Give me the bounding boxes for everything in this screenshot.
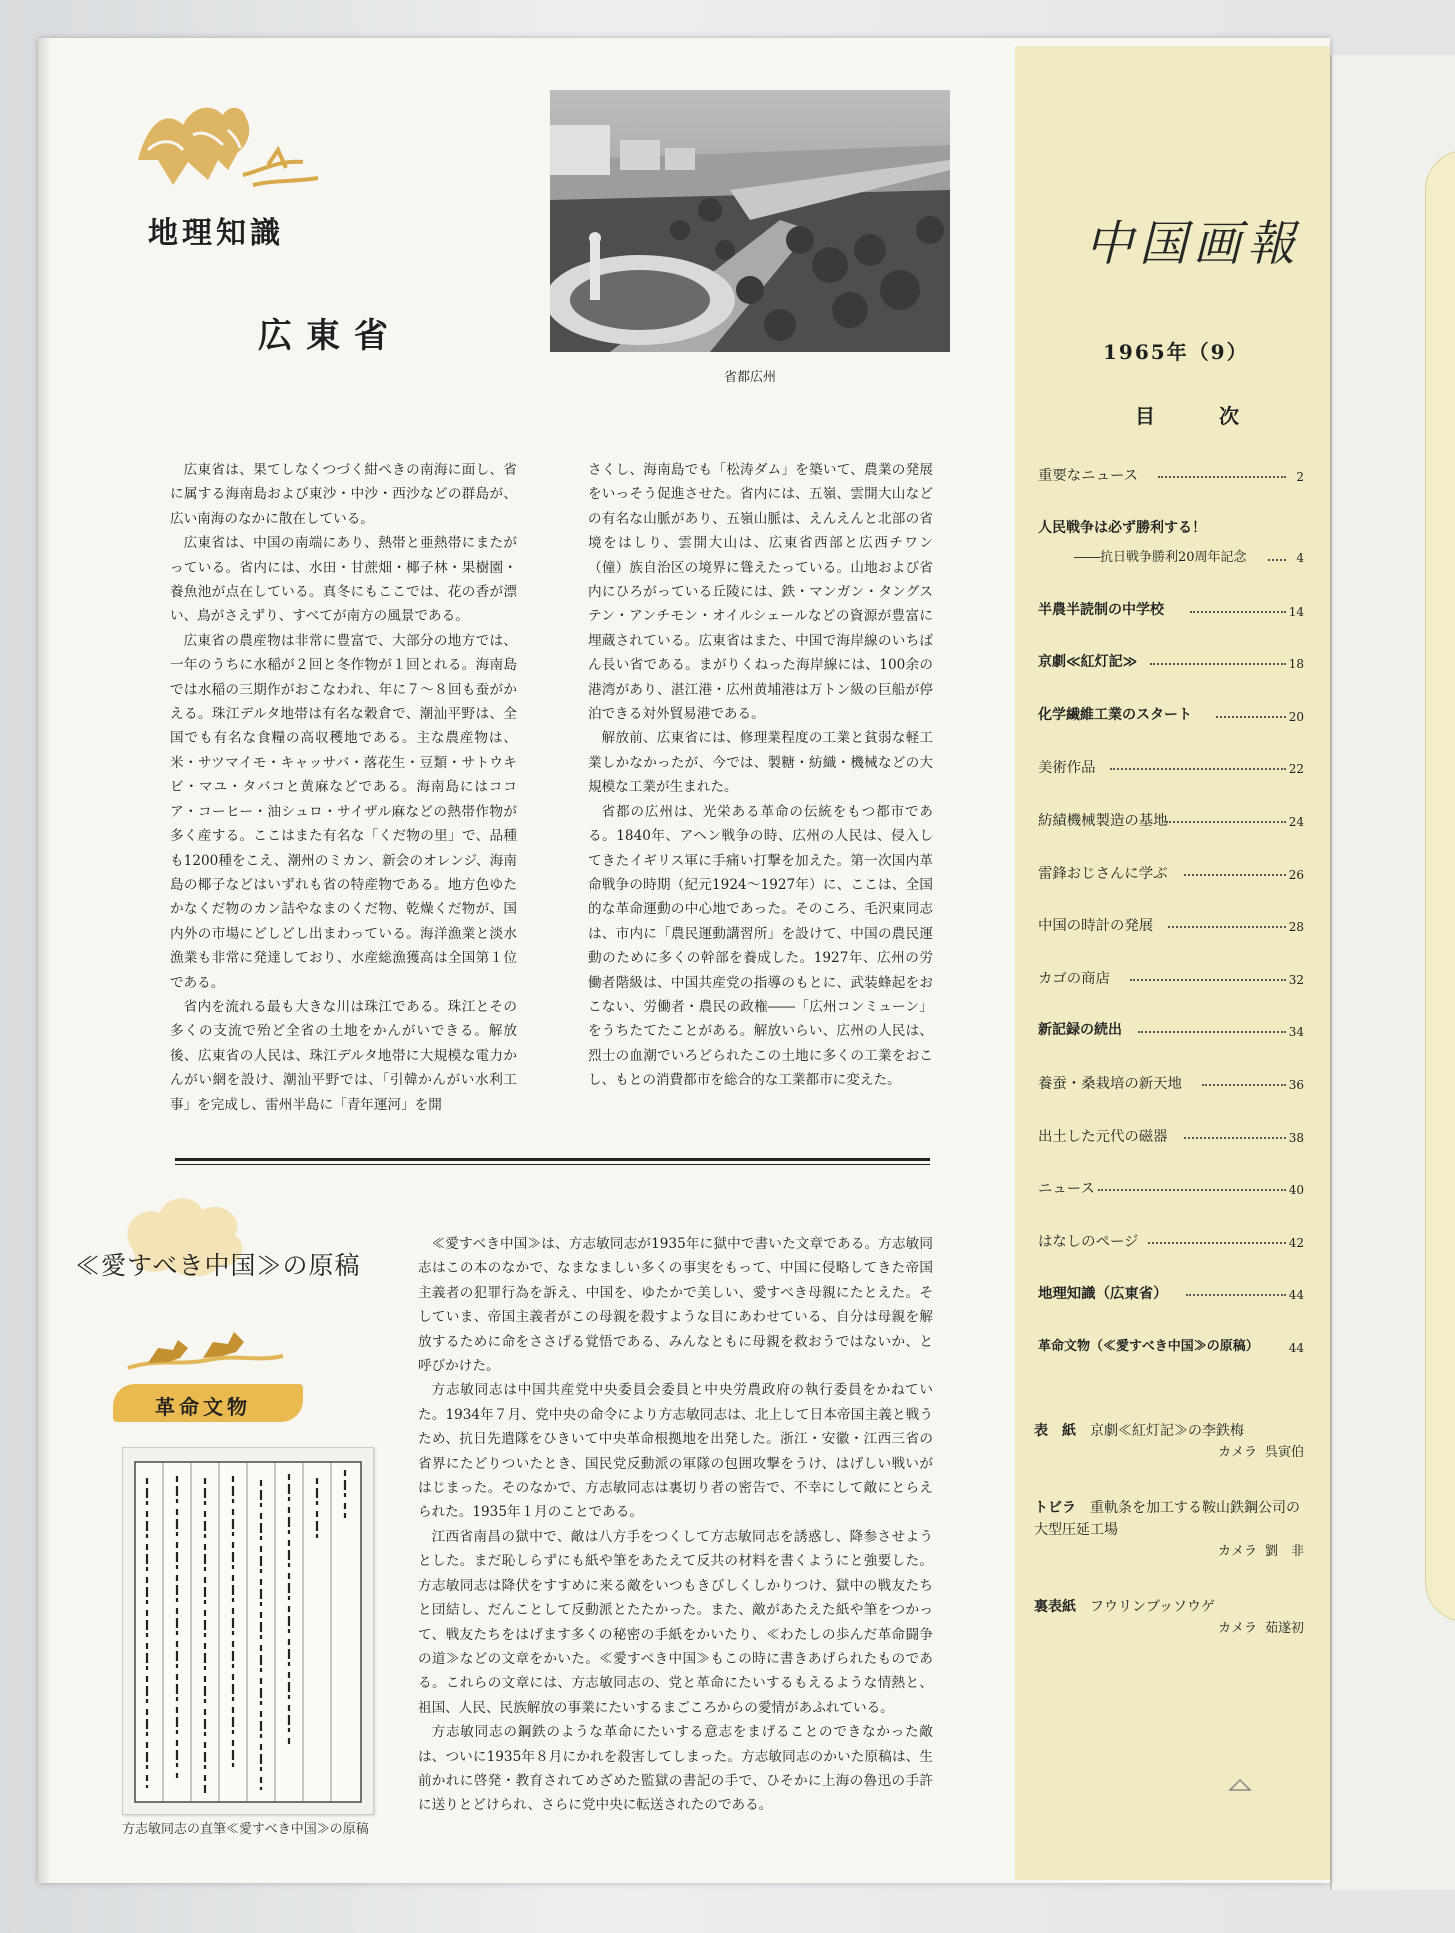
camera-name: 茹遂初 xyxy=(1264,1621,1304,1636)
camera-label: カメラ xyxy=(1217,1445,1257,1460)
credit-label: 表 紙 xyxy=(1034,1423,1076,1439)
leader-dots xyxy=(1184,1137,1286,1139)
leader-dots xyxy=(1098,1189,1286,1191)
toc-item-title: ニュース xyxy=(1038,1181,1095,1198)
leader-dots xyxy=(1110,768,1286,770)
toc-item-page: 18 xyxy=(1288,657,1304,672)
paragraph: さくし、海南島でも「松涛ダム」を築いて、農業の発展をいっそう促進させた。省内には、五嶺、雲開大山などの有名な山脈があり、五嶺山脈は、えんえんと北部の省境をはしり、雲開大山は、広東省西部と広西チワン（僮）族自治区の境界に聳えたっている。山地および省内にひろがっている丘陵には、鉄・マンガン・タングステン・アンチモン・オイルシェールなどの資源が豊富に埋蔵されている。広東省はまた、中国で海岸線のいちばん長い省である。まがりくねった海岸線には、100余の港湾があり、湛江港・広州黄埔港は万トン級の巨船が停泊できる対外貿易港である。 xyxy=(588,462,933,723)
paragraph: 省都の広州は、光栄ある革命の伝統をもつ都市である。1840年、アヘン戦争の時、広州の人民は、侵入してきたイギリス軍に手痛い打撃を加えた。第一次国内革命戦争の時期（紀元1924～1927年）に、ここは、全国的な革命運動の中心地であった。そのころ、毛沢東同志は、市内に「農民運動講習所」を設けて、中国の農民運動のために多くの幹部を養成した。1927年、広州の労働者階級は、中国共産党の指導のもとに、武装蜂起をおこない、労働者・農民の政権――「広州コンミューン」をうちたてたことがある。解放いらい、広州の人民は、烈士の血潮でいろどられたこの土地に多くの工業をおこし、もとの消費都市を総合的な工業都市に変えた。 xyxy=(588,803,933,1089)
credit-text: 京劇≪紅灯記≫の李鉄梅 xyxy=(1090,1423,1244,1439)
toc-item-page: 36 xyxy=(1288,1077,1304,1092)
toc-item[interactable] xyxy=(1038,595,1304,648)
photo-credits xyxy=(1034,1420,1304,1673)
horse-riders-icon xyxy=(118,1318,288,1388)
credit-text: フウリンブッソウゲ xyxy=(1090,1599,1216,1615)
toc-item[interactable] xyxy=(1038,1226,1304,1279)
toc-item-page: 40 xyxy=(1288,1183,1304,1198)
toc-item[interactable] xyxy=(1038,647,1304,700)
camera-name: 劉 非 xyxy=(1264,1544,1304,1559)
lower-article-title: ≪愛すべき中国≫の原稿 xyxy=(75,1251,361,1280)
leader-dots xyxy=(1216,716,1286,718)
issue-number: 1965年（9） xyxy=(1103,340,1249,364)
leader-dots xyxy=(1186,1294,1286,1296)
toc-heading: 目 次 xyxy=(1135,404,1261,428)
leader-dots xyxy=(1138,1031,1286,1033)
toc-item-title: 紡績機械製造の基地 xyxy=(1038,812,1168,829)
section-divider-thin xyxy=(175,1164,930,1165)
paragraph: 江西省南昌の獄中で、敵は八方手をつくして方志敏同志を誘惑し、降参させようとした。まだ恥しらずにも紙や筆をあたえて反共の材料を書くようにと強要した。方志敏同志は降伏をすすめに来る敵をいつもきびしくしかりつけ、獄中の戦友たちと団結し、だんことして反動派とたたかった。また、敵があたえた紙や筆をつかって、戦友たちをはげます多くの秘密の手紙をかいたり、≪わたしの歩んだ革命闘争の道≫などの文章をかいた。≪愛すべき中国≫もこの時に書きあげられたものである。これらの文章には、方志敏同志の、党と革命にたいするもえるような情熱と、祖国、人民、民族解放の事業にたいするまごころからの愛情があふれている。 xyxy=(418,1528,933,1716)
toc-item-title: 雷鋒おじさんに学ぶ xyxy=(1038,865,1168,882)
article-column-1 xyxy=(170,458,517,1117)
manuscript-caption: 方志敏同志の直筆≪愛すべき中国≫の原稿 xyxy=(122,1822,369,1837)
adjacent-page-yellow-panel xyxy=(1425,150,1455,1622)
toc-item[interactable] xyxy=(1038,1068,1304,1121)
paragraph: 広東省は、中国の南端にあり、熱帯と亜熱帯にまたがっている。省内には、水田・甘蔗畑・椰子林・果樹園・養魚池が点在している。真冬にもここでは、花の香が漂い、鳥がさえずり、すべてが南方の風景である。 xyxy=(170,535,517,625)
leader-dots xyxy=(1268,559,1286,561)
credit-cover xyxy=(1034,1420,1304,1464)
toc-item[interactable] xyxy=(1038,858,1304,911)
toc-item-title: 重要なニュース xyxy=(1038,468,1139,484)
manuscript-image xyxy=(122,1447,374,1815)
toc-item[interactable] xyxy=(1038,1278,1304,1331)
toc-item-title: 人民戦争は必ず勝利する！ xyxy=(1038,519,1206,536)
leader-dots xyxy=(1202,1084,1286,1086)
toc-item-page: 26 xyxy=(1288,867,1304,882)
toc-item[interactable] xyxy=(1038,700,1304,753)
camera-label: カメラ xyxy=(1217,1544,1257,1559)
credit-frontispiece xyxy=(1034,1497,1304,1563)
guangzhou-city-photo xyxy=(550,90,950,352)
section-label: 地理知識 xyxy=(148,216,284,251)
toc-item-page: 38 xyxy=(1288,1130,1304,1145)
paragraph: 広東省の農産物は非常に豊富で、大部分の地方では、一年のうちに水稲が２回と冬作物が１回とれる。海南島では水稲の三期作がおこなわれ、年に７～８回も蚕がかえる。珠江デルタ地帯は有名な穀倉で、潮汕平野は、全国でも有名な食糧の高収穫地である。主な農産物は、米・サツマイモ・キャッサバ・落花生・豆類・サトウキビ・マユ・タバコと黄麻などである。海南島にはココア・コーヒー・油シュロ・サイザル麻などの熱帯作物が多く産する。ここはまた有名な「くだ物の里」で、品種も1200種をこえ、潮州のミカン、新会のオレンジ、海南島の椰子などはいずれも省の特産物である。地方色ゆたかなくだ物のカン詰やなまのくだ物、乾燥くだ物が、国内外の市場にどしどし出まわっている。海洋漁業と淡水漁業も非常に発達しており、水産総漁獲高は全国第１位である。 xyxy=(170,632,517,991)
toc-item-title: 化学繊維工業のスタート xyxy=(1038,706,1192,723)
article-column-2 xyxy=(588,458,933,1093)
toc-item-page: 32 xyxy=(1288,972,1304,987)
credit-label: トビラ xyxy=(1034,1500,1076,1516)
toc-item-page: 4 xyxy=(1296,550,1304,565)
leader-dots xyxy=(1150,663,1286,665)
paragraph: 広東省は、果てしなくつづく紺ぺきの南海に面し、省に属する海南島および東沙・中沙・西沙などの群島が、広い南海のなかに散在している。 xyxy=(170,462,517,527)
leader-dots xyxy=(1168,926,1286,928)
toc-item-subtitle: ――抗日戦争勝利20周年記念 xyxy=(1074,549,1247,565)
toc-item-page: 22 xyxy=(1288,762,1304,777)
toc-item[interactable] xyxy=(1038,1173,1304,1226)
page-edge-shadow xyxy=(38,38,52,1883)
toc-item[interactable] xyxy=(1038,460,1304,513)
toc-item-title: はなしのページ xyxy=(1038,1233,1139,1250)
toc-item[interactable] xyxy=(1038,1331,1304,1384)
camera-name: 呉寅伯 xyxy=(1264,1445,1304,1460)
toc-item-page: 44 xyxy=(1288,1288,1304,1303)
paragraph: 省内を流れる最も大きな川は珠江である。珠江とその多くの支流で殆ど全省の土地をかんがいできる。解放後、広東省の人民は、珠江デルタ地帯に大規模な電力かんがい網を設け、潮汕平野では、「引韓かんがい水利工事」を完成し、雷州半島に「青年運河」を開 xyxy=(170,998,517,1113)
toc-item-title: 半農半読制の中学校 xyxy=(1038,601,1164,618)
magazine-title: 中国画報 xyxy=(1085,216,1302,272)
toc-item-page: 24 xyxy=(1288,814,1304,829)
toc-item-title: 新記録の続出 xyxy=(1038,1022,1122,1039)
relic-badge xyxy=(113,1384,303,1422)
paragraph: ≪愛すべき中国≫は、方志敏同志が1935年に獄中で書いた文章である。方志敏同志はこの本のなかで、なまなましい多くの事実をもって、中国に侵略してきた帝国主義者の犯罪行為を訴え、中国を、ゆたかで美しい、愛すべき母親にたとえた。そしていま、帝国主義者がこの母親を殺すような目にあわせている、自分は母親を解放するために命をささげる覚悟である、みんなともに母親を救おうではないか、と呼びかけた。 xyxy=(418,1236,933,1375)
toc-item[interactable] xyxy=(1038,1121,1304,1174)
camera-label: カメラ xyxy=(1217,1621,1257,1636)
leader-dots xyxy=(1184,874,1286,876)
section-divider xyxy=(175,1158,930,1161)
leader-dots xyxy=(1130,979,1286,981)
leader-dots xyxy=(1148,1242,1286,1244)
toc-item-page: 44 xyxy=(1288,1340,1304,1355)
toc-item-page: 28 xyxy=(1288,920,1304,935)
table-of-contents xyxy=(1038,460,1304,1384)
paragraph: 方志敏同志の鋼鉄のような革命にたいする意志をまげることのできなかった敵は、ついに1935年８月にかれを殺害してしまった。方志敏同志のかいた原稿は、生前かれに啓発・教育されてめざめた監獄の書記の手で、ひそかに上海の魯迅の手許に送りとどけられ、さらに党中央に転送されたのである。 xyxy=(418,1724,933,1814)
credit-label: 裏表紙 xyxy=(1034,1599,1076,1615)
toc-item[interactable] xyxy=(1038,805,1304,858)
toc-item[interactable] xyxy=(1038,910,1304,963)
toc-item[interactable] xyxy=(1038,963,1304,1016)
photo-caption: 省都広州 xyxy=(723,370,776,385)
toc-item-page: 42 xyxy=(1288,1235,1304,1250)
toc-item-title: 出土した元代の磁器 xyxy=(1038,1128,1168,1145)
credit-text: 重軌条を加工する鞍山鉄鋼公司の大型圧延工場 xyxy=(1034,1500,1300,1538)
toc-item-page: 34 xyxy=(1288,1025,1304,1040)
toc-item[interactable] xyxy=(1038,513,1304,595)
mountain-logo-icon xyxy=(128,90,328,210)
toc-item-page: 14 xyxy=(1288,604,1304,619)
publisher-mark-icon xyxy=(1228,1778,1252,1792)
toc-item[interactable] xyxy=(1038,1015,1304,1068)
credit-camera xyxy=(1034,1442,1304,1464)
credit-camera xyxy=(1034,1618,1304,1640)
paragraph: 方志敏同志は中国共産党中央委員会委員と中央労農政府の執行委員をかねていた。1934年７月、党中央の命令により方志敏同志は、北上して日本帝国主義と戦うため、抗日先遣隊をひきいて中央革命根拠地を出発した。浙江・安徽・江西三省の省界にたどりついたとき、国民党反動派の軍隊の包囲攻撃をうけ、はげしい戦いがはじまった。そのなかで、方志敏同志は裏切り者の密告で、不幸にして敵にとらえられた。1935年１月のことである。 xyxy=(418,1382,933,1521)
toc-item-title: 京劇≪紅灯記≫ xyxy=(1038,654,1138,671)
credit-camera xyxy=(1034,1541,1304,1563)
toc-item-title: 革命文物（≪愛すべき中国≫の原稿） xyxy=(1038,1338,1259,1354)
toc-item-title: 養蚕・桑栽培の新天地 xyxy=(1038,1075,1182,1092)
leader-dots xyxy=(1158,476,1286,478)
toc-item-title: カゴの商店 xyxy=(1038,970,1110,987)
cloud-ornament-icon xyxy=(110,1185,260,1305)
credit-back-cover xyxy=(1034,1596,1304,1640)
relic-badge-label: 革命文物 xyxy=(155,1395,251,1419)
toc-item-title: 中国の時計の発展 xyxy=(1038,918,1154,935)
article-title: 広東省 xyxy=(258,316,402,356)
toc-item[interactable] xyxy=(1038,752,1304,805)
toc-item-title: 地理知識（広東省） xyxy=(1038,1285,1168,1303)
lower-article-body xyxy=(418,1232,933,1818)
toc-item-page: 2 xyxy=(1296,470,1304,484)
leader-dots xyxy=(1190,611,1286,613)
toc-item-title: 美術作品 xyxy=(1038,760,1096,777)
toc-item-page: 20 xyxy=(1288,709,1304,724)
paragraph: 解放前、広東省には、修理業程度の工業と貧弱な軽工業しかなかったが、今では、製糖・紡織・機械などの大規模な工業が生まれた。 xyxy=(588,730,933,796)
leader-dots xyxy=(1166,821,1286,823)
